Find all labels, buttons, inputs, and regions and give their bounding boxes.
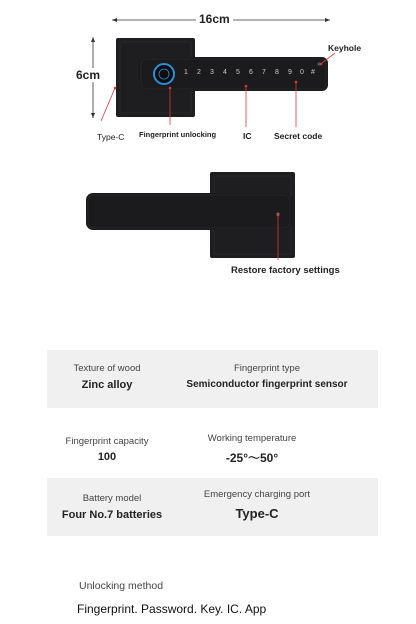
spec-label: Emergency charging port bbox=[203, 489, 311, 500]
spec-cell bbox=[192, 420, 312, 478]
product-top-view bbox=[0, 0, 416, 160]
spec-row-1 bbox=[47, 350, 378, 408]
keypad-digit: 9 bbox=[288, 69, 292, 76]
spec-label: Working temperature bbox=[207, 433, 297, 444]
spec-row-3 bbox=[47, 478, 378, 536]
product-back-view bbox=[0, 160, 416, 290]
spec-label: Battery model bbox=[82, 493, 142, 504]
callout-ic: IC bbox=[243, 131, 252, 141]
spec-value: Four No.7 batteries bbox=[61, 509, 163, 521]
callout-fingerprint: Fingerprint unlocking bbox=[139, 130, 217, 139]
spec-cell bbox=[192, 478, 322, 536]
spec-cell bbox=[172, 350, 362, 408]
keypad-digit: 0 bbox=[300, 69, 304, 76]
keypad-digit: 6 bbox=[249, 69, 253, 76]
spec-cell bbox=[47, 350, 167, 408]
spec-label: Fingerprint capacity bbox=[65, 436, 149, 447]
spec-value: 100 bbox=[97, 451, 117, 463]
keypad-digit: 7 bbox=[262, 69, 266, 76]
spec-value: Zinc alloy bbox=[81, 379, 133, 391]
callout-keyhole: Keyhole bbox=[328, 43, 362, 53]
height-dimension-label: 6cm bbox=[76, 68, 101, 82]
callout-secret-code: Secret code bbox=[274, 131, 323, 141]
spec-cell bbox=[47, 478, 177, 536]
keypad-digit: 5 bbox=[236, 69, 240, 76]
lock-back-illustration bbox=[0, 160, 416, 290]
callout-restore: Restore factory settings bbox=[231, 265, 340, 276]
keypad-digit: 4 bbox=[223, 69, 227, 76]
spec-value: Semiconductor fingerprint sensor bbox=[186, 379, 348, 390]
keypad-digit: # bbox=[311, 69, 315, 76]
spec-cell bbox=[47, 420, 167, 478]
keypad-digit: 3 bbox=[210, 69, 214, 76]
spec-value: -25°～50° bbox=[225, 451, 279, 465]
keypad-digit: 2 bbox=[197, 69, 201, 76]
spec-label: Texture of wood bbox=[73, 363, 141, 374]
keypad-digit: 8 bbox=[275, 69, 279, 76]
callout-type-c: Type-C bbox=[97, 132, 125, 142]
width-dimension-label: 16cm bbox=[196, 12, 233, 26]
keypad-digit: 1 bbox=[184, 69, 188, 76]
unlocking-value: Fingerprint. Password. Key. IC. App bbox=[77, 602, 267, 616]
unlocking-label: Unlocking method bbox=[79, 580, 164, 592]
spec-value: Type-C bbox=[235, 506, 279, 521]
spec-row-2 bbox=[47, 420, 378, 478]
spec-label: Fingerprint type bbox=[233, 363, 300, 374]
